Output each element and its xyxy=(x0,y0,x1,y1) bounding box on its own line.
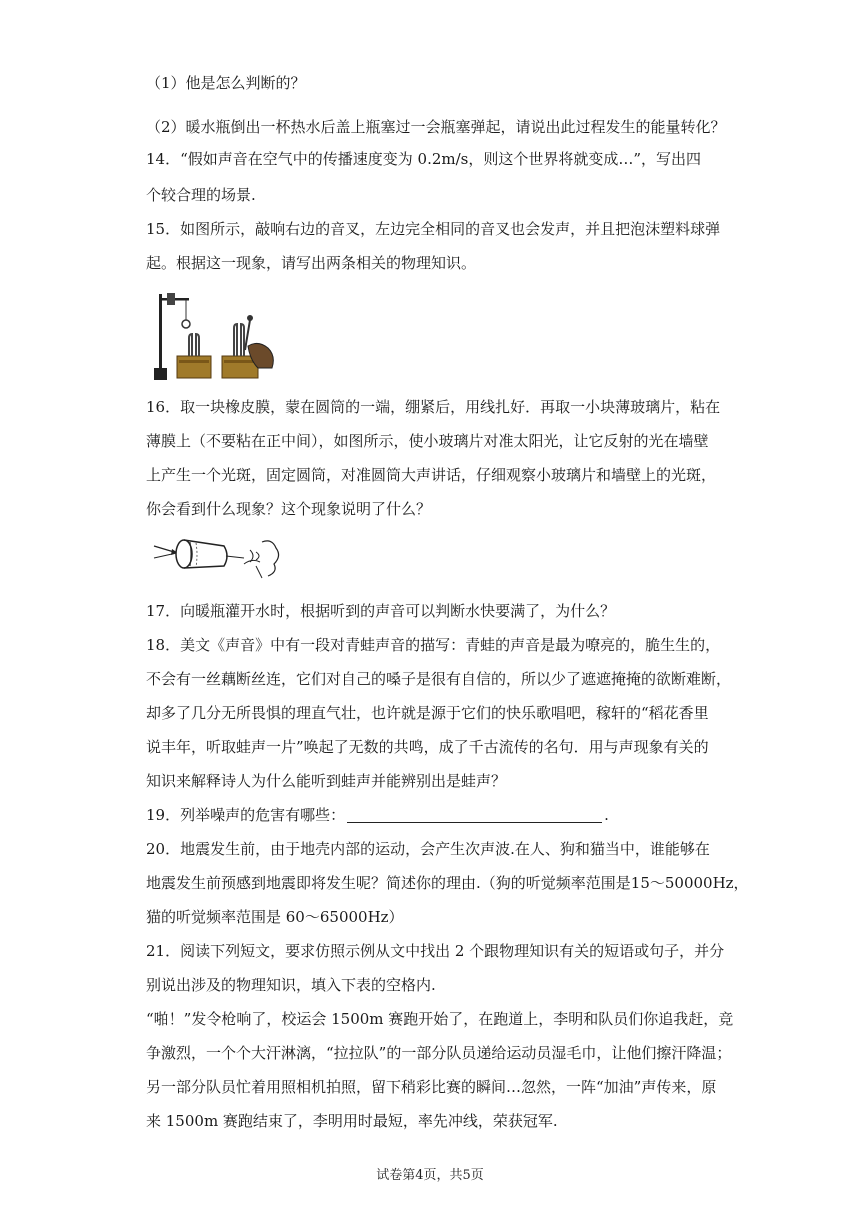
question-19-label: 19．列举噪声的危害有哪些： xyxy=(146,806,346,824)
text-line: 争激烈，一个个大汗淋漓，“拉拉队”的一部分队员递给运动员湿毛巾，让他们擦汗降温； xyxy=(146,1044,732,1062)
text-line: 18．美文《声音》中有一段对青蛙声音的描写：青蛙的声音是最为嘹亮的，脆生生的， xyxy=(146,636,721,654)
question-19-end: . xyxy=(604,806,609,824)
text-line: （1）他是怎么判断的？ xyxy=(146,74,306,92)
answer-blank[interactable] xyxy=(347,808,602,823)
text-line: 猫的听觉频率范围是 60～65000Hz） xyxy=(146,908,404,926)
text-line: 21．阅读下列短文，要求仿照示例从文中找出 2 个跟物理知识有关的短语或句子，并分 xyxy=(146,942,725,960)
text-line: 起。根据这一现象，请写出两条相关的物理知识。 xyxy=(146,254,477,272)
text-line: 别说出涉及的物理知识，填入下表的空格内. xyxy=(146,976,436,994)
fill-in-question xyxy=(146,805,609,825)
text-line: 说丰年，听取蛙声一片”唤起了无数的共鸣，成了千古流传的名句．用与声现象有关的 xyxy=(146,738,709,756)
page-footer: 试卷第4页，共5页 xyxy=(376,1168,484,1183)
text-line: 上产生一个光斑，固定圆筒，对准圆筒大声讲话，仔细观察小玻璃片和墙壁上的光斑， xyxy=(146,466,717,484)
text-line: 知识来解释诗人为什么能听到蛙声并能辨别出是蛙声？ xyxy=(146,772,507,790)
text-line: 却多了几分无所畏惧的理直气壮，也许就是源于它们的快乐歌唱吧，稼轩的“稻花香里 xyxy=(146,704,709,722)
text-line: “啪！”发令枪响了，校运会 1500m 赛跑开始了，在跑道上，李明和队员们你追我赶，竞 xyxy=(146,1010,734,1028)
text-line: 来 1500m 赛跑结束了，李明用时最短，率先冲线，荣获冠军. xyxy=(146,1112,558,1130)
text-line: 你会看到什么现象？这个现象说明了什么？ xyxy=(146,500,432,518)
tuning-fork-figure xyxy=(150,284,282,384)
text-line: 17．向暖瓶灌开水时，根据听到的声音可以判断水快要满了，为什么？ xyxy=(146,602,616,620)
text-line: 15．如图所示，敲响右边的音叉，左边完全相同的音叉也会发声，并且把泡沫塑料球弹 xyxy=(146,220,721,238)
text-line: （2）暖水瓶倒出一杯热水后盖上瓶塞过一会瓶塞弹起，请说出此过程发生的能量转化？ xyxy=(146,118,726,136)
text-line: 14．“假如声音在空气中的传播速度变为 0.2m/s，则这个世界将就变成…”，写出四 xyxy=(146,150,702,168)
text-line: 20．地震发生前，由于地壳内部的运动，会产生次声波.在人、狗和猫当中，谁能够在 xyxy=(146,840,710,858)
text-line: 不会有一丝藕断丝连，它们对自己的嗓子是很有自信的，所以少了遮遮掩掩的欲断难断， xyxy=(146,670,732,688)
text-line: 个较合理的场景. xyxy=(146,186,256,204)
text-line: 另一部分队员忙着用照相机拍照，留下稍彩比赛的瞬间…忽然，一阵“加油”声传来，原 xyxy=(146,1078,717,1096)
membrane-cylinder-figure xyxy=(152,534,292,584)
text-line: 薄膜上（不要粘在正中间），如图所示，使小玻璃片对准太阳光，让它反射的光在墙壁 xyxy=(146,432,709,450)
text-line: 16．取一块橡皮膜，蒙在圆筒的一端，绷紧后，用线扎好．再取一小块薄玻璃片，粘在 xyxy=(146,398,721,416)
text-line: 地震发生前预感到地震即将发生呢？简述你的理由.（狗的听觉频率范围是15～50000Hz， xyxy=(146,874,749,892)
